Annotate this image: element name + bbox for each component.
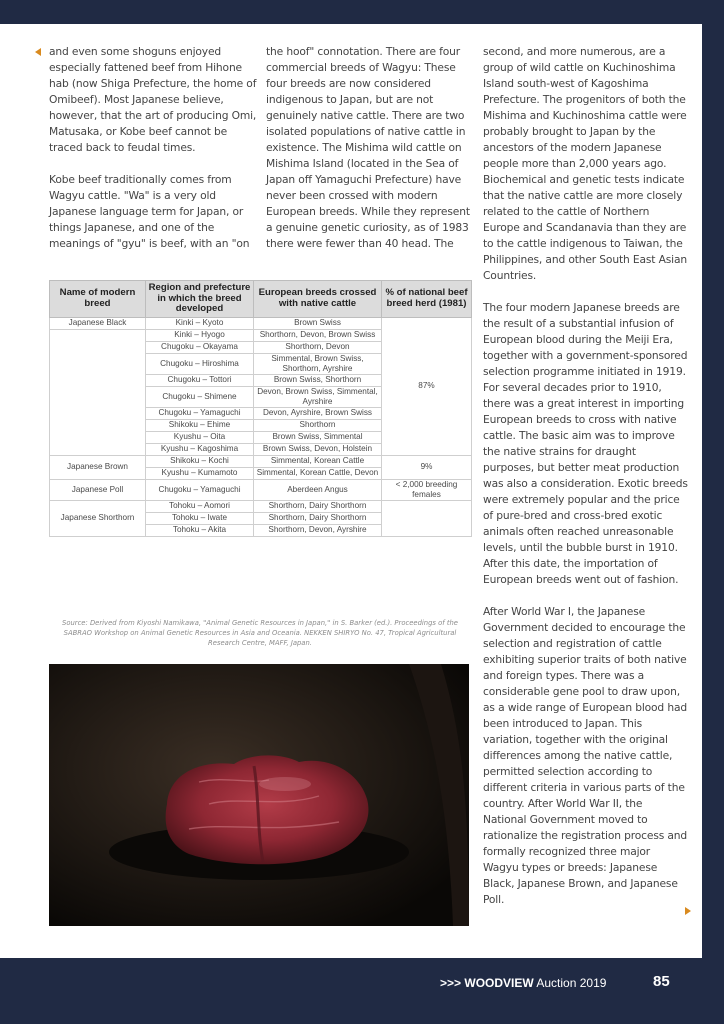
footer-event: Auction 2019 xyxy=(536,976,607,990)
breed-cell-empty xyxy=(50,329,146,455)
text-column-1 xyxy=(49,44,257,252)
region-cell: Kyushu – Kumamoto xyxy=(146,467,254,479)
share-cell xyxy=(382,500,472,536)
crosses-cell: Simmental, Korean Cattle xyxy=(254,455,382,467)
crosses-cell: Aberdeen Angus xyxy=(254,479,382,500)
page-footer xyxy=(0,958,724,1024)
text-column-3 xyxy=(483,44,688,908)
region-cell: Tohoku – Aomori xyxy=(146,500,254,512)
text-column-2 xyxy=(266,44,478,252)
crosses-cell: Brown Swiss xyxy=(254,317,382,329)
table-source-note: Source: Derived from Kiyoshi Namikawa, "Animal Genetic Resources in Japan," in S. Barker (ed.). Proceedings of the SABRAO Workshop on Animal Genetic Resources in Asia and Oceania. NEKKEN SHIRYO No. 47, Tropical Agricultural Research Centre, MAFF, Japan. xyxy=(62,619,458,647)
crosses-cell: Brown Swiss, Devon, Holstein xyxy=(254,443,382,455)
table-header-row xyxy=(50,281,472,318)
table-row xyxy=(50,500,472,512)
beef-photo xyxy=(49,664,469,926)
crosses-cell: Shorthorn, Devon, Brown Swiss xyxy=(254,329,382,341)
breed-cell: Japanese Shorthorn xyxy=(50,500,146,536)
paragraph: the hoof" connotation. There are four commercial breeds of Wagyu: These four breeds are now considered indigenous to Japan, but are not genuinely native cattle. There are two isolated populations of native cattle in existence. The Mishima wild cattle on Mishima Island (located in the Sea of Japan off Yamaguchi Prefecture) have never been crossed with modern European breeds. While they represent a genuine genetic curiosity, as of 1983 there were fewer than 40 head. The xyxy=(266,45,470,250)
crosses-cell: Devon, Brown Swiss, Simmental, Ayrshire xyxy=(254,386,382,407)
table-row xyxy=(50,317,472,329)
region-cell: Kyushu – Kagoshima xyxy=(146,443,254,455)
region-cell: Tohoku – Iwate xyxy=(146,512,254,524)
paragraph: After World War I, the Japanese Government decided to encourage the selection and registration of cattle exhibiting superior traits of both native and foreign types. There was a considerable gene pool to draw upon, as a wide range of European blood had been introduced to Japan. This variation, together with the original differences among the native cattle, permitted selection according to different criteria in various parts of the country. After World War II, the National Government moved to rationalize the registration process and formally recognized three major Wagyu types or breeds: Japanese Black, Japanese Brown, and Japanese Poll. xyxy=(483,605,688,906)
crosses-cell: Simmental, Brown Swiss, Shorthorn, Ayrshire xyxy=(254,353,382,374)
region-cell: Kinki – Hyogo xyxy=(146,329,254,341)
paragraph: second, and more numerous, are a group of wild cattle on Kuchinoshima Island south-west of Kagoshima Prefecture. The progenitors of both the Mishima and Kuchinoshima cattle were probably brought to Japan by the ancestors of the modern Japanese people more than 2,000 years ago. Biochemical and genetic tests indicate that the native cattle are more closely related to the cattle of Northern Europe and Scandanavia than they are to the cattle indigenous to Taiwan, the Philippines, and other South East Asian Countries. xyxy=(483,45,687,282)
column-header: Name of modern breed xyxy=(50,281,146,318)
crosses-cell: Devon, Ayrshire, Brown Swiss xyxy=(254,407,382,419)
paragraph: The four modern Japanese breeds are the result of a substantial infusion of European blood during the Meiji Era, together with a government-sponsored selection programme initiated in 1919. For several decades prior to 1910, there was a great interest in importing European breeds to cross with native cattle. The basic aim was to improve the native strains for draught purposes, but better meat production was also a consideration. Exotic breeds were extremely popular and the price of pure-bred and cross-bred exotic animals often reached unreasonable levels, until the bubble burst in 1910. After this date, the importation of European breeds went out of fashion. xyxy=(483,301,688,586)
crosses-cell: Shorthorn, Devon xyxy=(254,341,382,353)
crosses-cell: Brown Swiss, Shorthorn xyxy=(254,374,382,386)
wagyu-breeds-table xyxy=(49,280,472,537)
share-cell: < 2,000 breeding females xyxy=(382,479,472,500)
region-cell: Tohoku – Akita xyxy=(146,524,254,536)
continues-arrow-icon xyxy=(685,907,691,915)
footer-brand: WOODVIEW xyxy=(464,976,534,990)
share-cell: 87% xyxy=(382,317,472,455)
continued-from-arrow-icon xyxy=(35,48,41,56)
region-cell: Chugoku – Shimene xyxy=(146,386,254,407)
share-cell: 9% xyxy=(382,455,472,479)
page-number: 85 xyxy=(653,973,670,990)
region-cell: Kinki – Kyoto xyxy=(146,317,254,329)
table-body xyxy=(50,317,472,536)
side-banner xyxy=(702,0,724,1024)
crosses-cell: Shorthorn, Devon, Ayrshire xyxy=(254,524,382,536)
crosses-cell: Shorthorn xyxy=(254,419,382,431)
wagyu-breeds-table-container xyxy=(49,280,471,537)
paragraph: and even some shoguns enjoyed especially fattened beef from Hihone hab (now Shiga Prefecture, the home of Omibeef). Most Japanese believe, however, that the art of producing Omi, Matusaka, or Kobe beef cannot be traced back to feudal times. xyxy=(49,45,257,154)
table-row xyxy=(50,455,472,467)
footer-caption xyxy=(440,975,606,991)
region-cell: Shikoku – Ehime xyxy=(146,419,254,431)
crosses-cell: Shorthorn, Dairy Shorthorn xyxy=(254,500,382,512)
column-header: European breeds crossed with native cattle xyxy=(254,281,382,318)
region-cell: Chugoku – Hiroshima xyxy=(146,353,254,374)
column-header: Region and prefecture in which the breed developed xyxy=(146,281,254,318)
marbled-beef-steak-image xyxy=(49,664,469,926)
crosses-cell: Shorthorn, Dairy Shorthorn xyxy=(254,512,382,524)
region-cell: Kyushu – Oita xyxy=(146,431,254,443)
crosses-cell: Brown Swiss, Simmental xyxy=(254,431,382,443)
region-cell: Chugoku – Yamaguchi xyxy=(146,479,254,500)
region-cell: Chugoku – Okayama xyxy=(146,341,254,353)
region-cell: Chugoku – Yamaguchi xyxy=(146,407,254,419)
crosses-cell: Simmental, Korean Cattle, Devon xyxy=(254,467,382,479)
column-header: % of national beef breed herd (1981) xyxy=(382,281,472,318)
region-cell: Chugoku – Tottori xyxy=(146,374,254,386)
breed-cell: Japanese Brown xyxy=(50,455,146,479)
breed-cell: Japanese Black xyxy=(50,317,146,329)
region-cell: Shikoku – Kochi xyxy=(146,455,254,467)
table-row xyxy=(50,479,472,500)
footer-prefix: >>> xyxy=(440,976,462,990)
top-banner xyxy=(0,0,724,24)
paragraph: Kobe beef traditionally comes from Wagyu cattle. "Wa" is a very old Japanese language term for Japan, or things Japanese, and one of the meanings of "gyu" is beef, with an "on xyxy=(49,173,250,250)
breed-cell: Japanese Poll xyxy=(50,479,146,500)
